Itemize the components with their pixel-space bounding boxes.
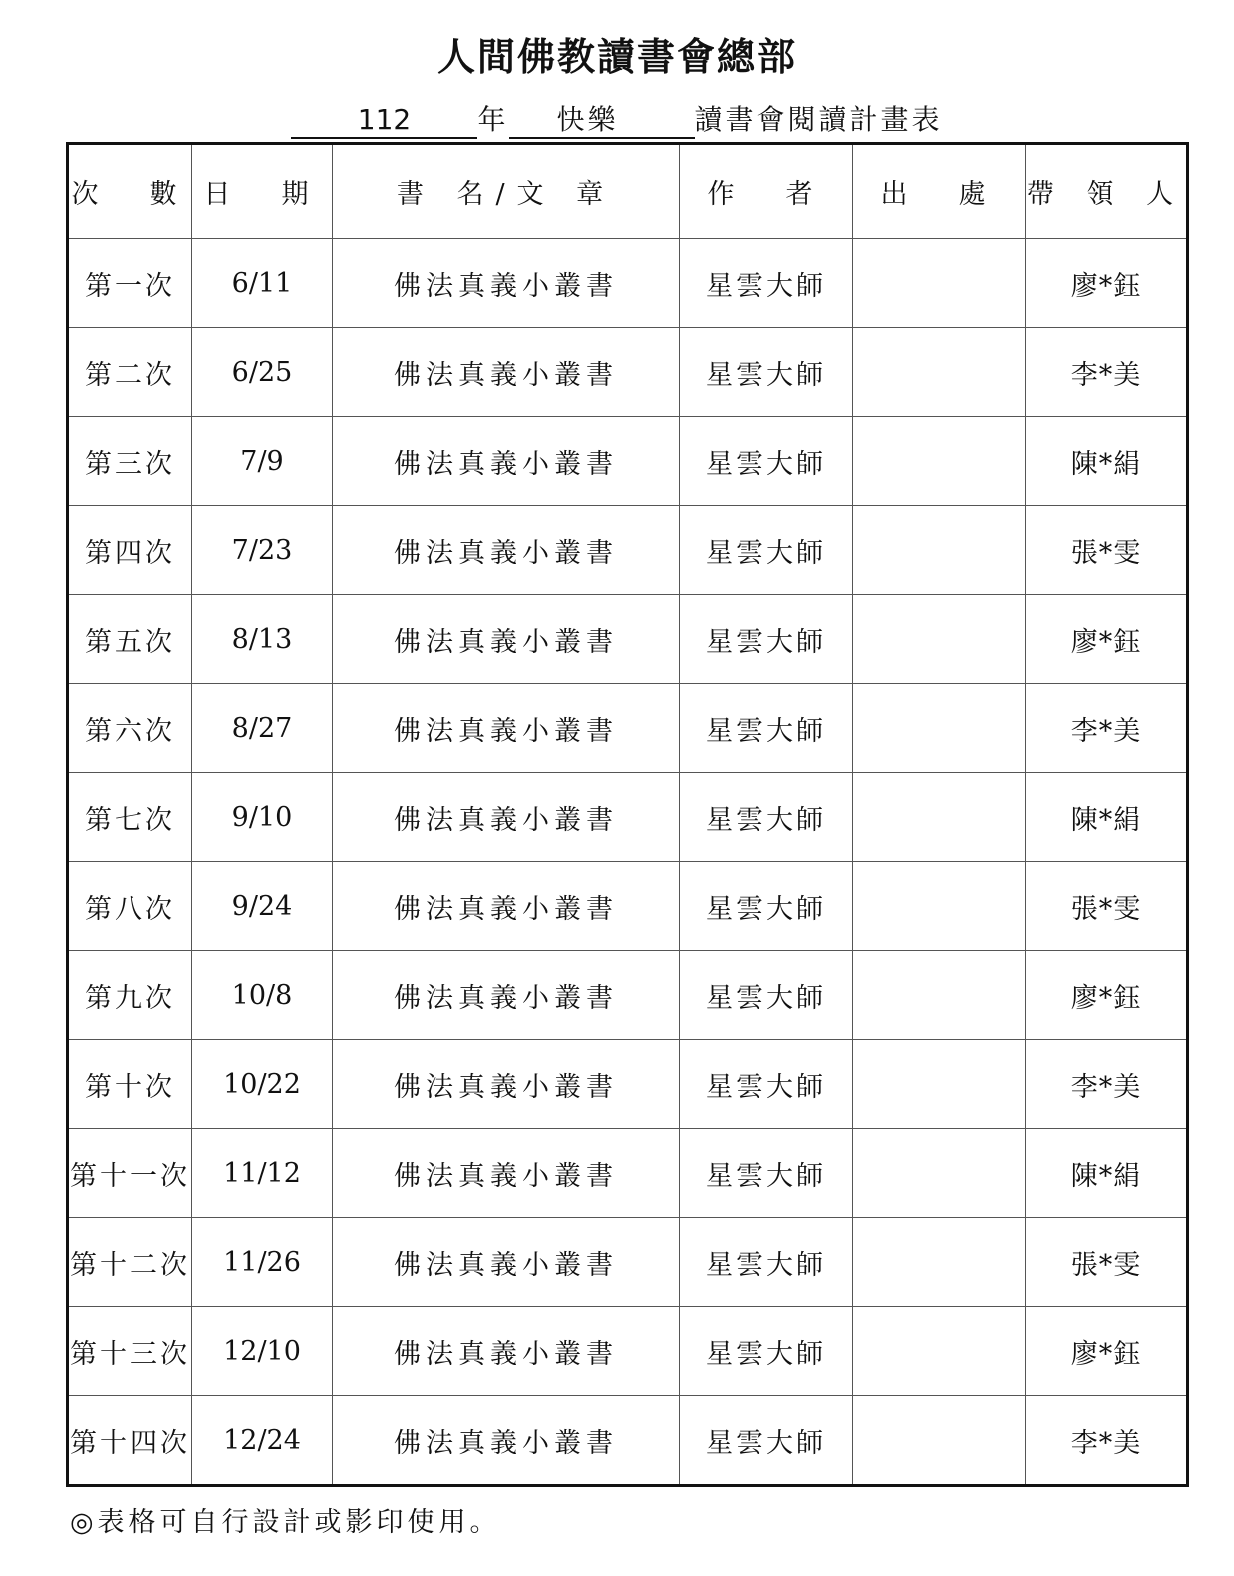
- cell-author: 星雲大師: [680, 773, 853, 862]
- cell-book-title: 佛法真義小叢書: [333, 1129, 680, 1218]
- cell-session-number: 第五次: [68, 595, 192, 684]
- cell-session-number: 第二次: [68, 328, 192, 417]
- cell-source: [853, 1129, 1026, 1218]
- cell-author: 星雲大師: [680, 506, 853, 595]
- cell-date: 9/10: [192, 773, 333, 862]
- cell-book-title: 佛法真義小叢書: [333, 1040, 680, 1129]
- cell-book-title: 佛法真義小叢書: [333, 951, 680, 1040]
- cell-date: 8/27: [192, 684, 333, 773]
- table-row: [68, 951, 1188, 1040]
- table-row: [68, 862, 1188, 951]
- cell-date: 7/23: [192, 506, 333, 595]
- cell-session-number: 第九次: [68, 951, 192, 1040]
- header-source: 出 處: [853, 144, 1026, 239]
- cell-book-title: 佛法真義小叢書: [333, 506, 680, 595]
- header-book-title: 書 名/文 章: [333, 144, 680, 239]
- table-row: [68, 1396, 1188, 1486]
- cell-source: [853, 595, 1026, 684]
- table-row: [68, 506, 1188, 595]
- cell-date: 8/13: [192, 595, 333, 684]
- table-row: [68, 595, 1188, 684]
- cell-book-title: 佛法真義小叢書: [333, 239, 680, 328]
- cell-book-title: 佛法真義小叢書: [333, 862, 680, 951]
- cell-date: 10/8: [192, 951, 333, 1040]
- cell-leader: 陳*絹: [1026, 773, 1188, 862]
- cell-author: 星雲大師: [680, 862, 853, 951]
- cell-leader: 張*雯: [1026, 1218, 1188, 1307]
- cell-source: [853, 1040, 1026, 1129]
- cell-source: [853, 1307, 1026, 1396]
- cell-source: [853, 684, 1026, 773]
- cell-author: 星雲大師: [680, 595, 853, 684]
- cell-source: [853, 506, 1026, 595]
- cell-book-title: 佛法真義小叢書: [333, 1218, 680, 1307]
- cell-session-number: 第十二次: [68, 1218, 192, 1307]
- cell-book-title: 佛法真義小叢書: [333, 328, 680, 417]
- table-body: [68, 239, 1188, 1486]
- cell-leader: 廖*鈺: [1026, 239, 1188, 328]
- year-label: 年: [477, 103, 509, 136]
- cell-book-title: 佛法真義小叢書: [333, 1396, 680, 1486]
- footnote: ◎表格可自行設計或影印使用。: [70, 1507, 501, 1538]
- cell-session-number: 第四次: [68, 506, 192, 595]
- cell-leader: 廖*鈺: [1026, 1307, 1188, 1396]
- cell-source: [853, 239, 1026, 328]
- cell-source: [853, 773, 1026, 862]
- cell-session-number: 第七次: [68, 773, 192, 862]
- cell-book-title: 佛法真義小叢書: [333, 684, 680, 773]
- cell-leader: 李*美: [1026, 328, 1188, 417]
- cell-author: 星雲大師: [680, 1307, 853, 1396]
- table-row: [68, 1218, 1188, 1307]
- group-name-field: 快樂: [509, 103, 695, 139]
- table-row: [68, 1129, 1188, 1218]
- cell-session-number: 第三次: [68, 417, 192, 506]
- cell-author: 星雲大師: [680, 1129, 853, 1218]
- header-date: 日 期: [192, 144, 333, 239]
- document-subtitle: [0, 98, 1234, 139]
- cell-session-number: 第一次: [68, 239, 192, 328]
- cell-author: 星雲大師: [680, 1218, 853, 1307]
- cell-author: 星雲大師: [680, 951, 853, 1040]
- cell-session-number: 第十一次: [68, 1129, 192, 1218]
- cell-date: 6/11: [192, 239, 333, 328]
- cell-date: 6/25: [192, 328, 333, 417]
- cell-book-title: 佛法真義小叢書: [333, 417, 680, 506]
- cell-author: 星雲大師: [680, 1040, 853, 1129]
- table-row: [68, 684, 1188, 773]
- table-row: [68, 1040, 1188, 1129]
- table-row: [68, 417, 1188, 506]
- table-row: [68, 239, 1188, 328]
- cell-book-title: 佛法真義小叢書: [333, 773, 680, 862]
- cell-date: 12/24: [192, 1396, 333, 1486]
- cell-author: 星雲大師: [680, 239, 853, 328]
- cell-source: [853, 328, 1026, 417]
- header-author: 作 者: [680, 144, 853, 239]
- cell-leader: 陳*絹: [1026, 1129, 1188, 1218]
- cell-source: [853, 1396, 1026, 1486]
- cell-source: [853, 417, 1026, 506]
- cell-book-title: 佛法真義小叢書: [333, 1307, 680, 1396]
- table-row: [68, 1307, 1188, 1396]
- subtitle-suffix: 讀書會閱讀計畫表: [694, 103, 943, 136]
- cell-leader: 陳*絹: [1026, 417, 1188, 506]
- cell-book-title: 佛法真義小叢書: [333, 595, 680, 684]
- cell-author: 星雲大師: [680, 684, 853, 773]
- cell-date: 12/10: [192, 1307, 333, 1396]
- cell-session-number: 第十四次: [68, 1396, 192, 1486]
- cell-author: 星雲大師: [680, 1396, 853, 1486]
- cell-session-number: 第八次: [68, 862, 192, 951]
- cell-source: [853, 1218, 1026, 1307]
- cell-date: 9/24: [192, 862, 333, 951]
- table-row: [68, 328, 1188, 417]
- cell-leader: 廖*鈺: [1026, 951, 1188, 1040]
- cell-source: [853, 951, 1026, 1040]
- document-title: 人間佛教讀書會總部: [436, 35, 797, 79]
- cell-leader: 張*雯: [1026, 862, 1188, 951]
- table-row: [68, 773, 1188, 862]
- cell-session-number: 第十次: [68, 1040, 192, 1129]
- cell-session-number: 第十三次: [68, 1307, 192, 1396]
- cell-session-number: 第六次: [68, 684, 192, 773]
- cell-leader: 李*美: [1026, 684, 1188, 773]
- table-header-row: [68, 144, 1188, 239]
- reading-plan-table: [66, 142, 1189, 1487]
- cell-source: [853, 862, 1026, 951]
- cell-date: 11/12: [192, 1129, 333, 1218]
- cell-leader: 李*美: [1026, 1040, 1188, 1129]
- cell-leader: 廖*鈺: [1026, 595, 1188, 684]
- cell-author: 星雲大師: [680, 417, 853, 506]
- header-leader: 帶 領 人: [1026, 144, 1188, 239]
- cell-leader: 張*雯: [1026, 506, 1188, 595]
- cell-date: 11/26: [192, 1218, 333, 1307]
- cell-date: 7/9: [192, 417, 333, 506]
- cell-leader: 李*美: [1026, 1396, 1188, 1486]
- cell-author: 星雲大師: [680, 328, 853, 417]
- header-session-number: 次 數: [68, 144, 192, 239]
- cell-date: 10/22: [192, 1040, 333, 1129]
- year-field: 112: [291, 103, 477, 139]
